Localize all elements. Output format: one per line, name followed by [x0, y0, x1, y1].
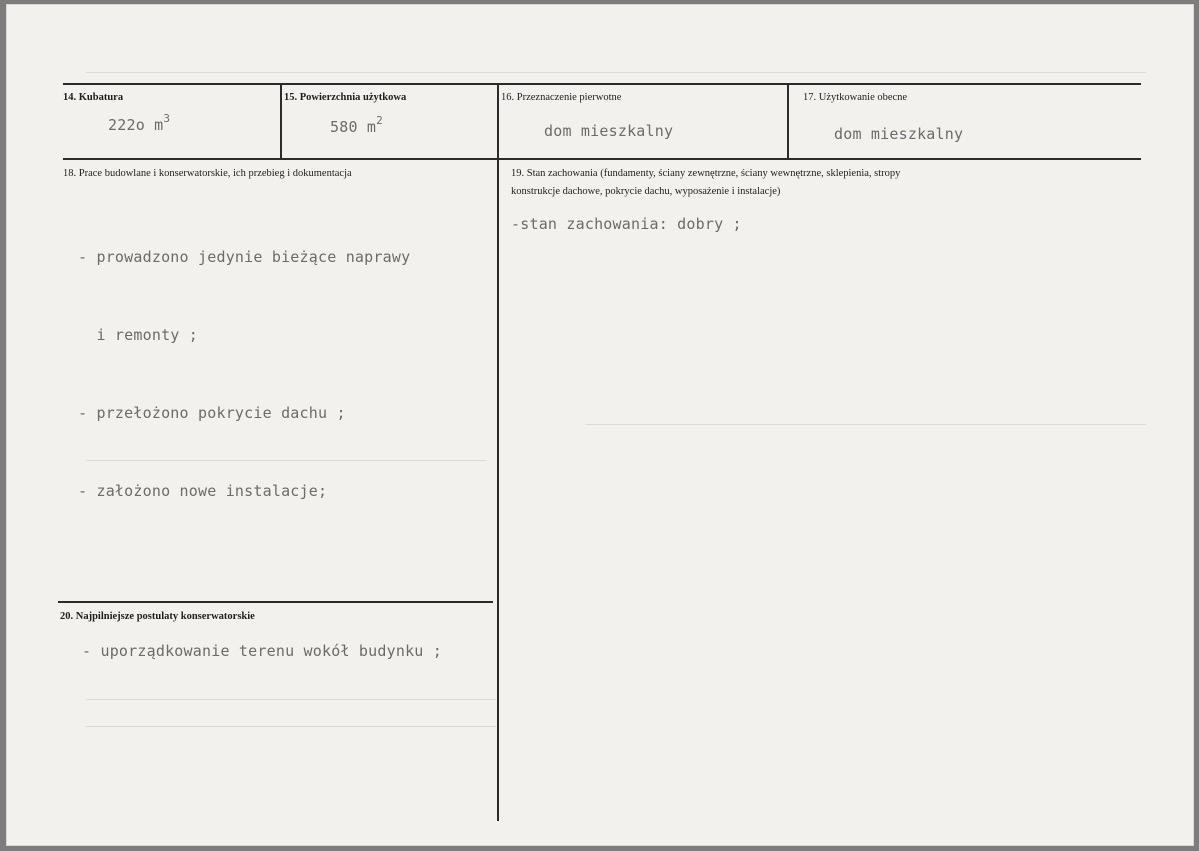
przeznaczenie-value: dom mieszkalny — [544, 122, 674, 140]
stan-zachowania-label-line2: konstrukcje dachowe, pokrycie dachu, wyposażenie i instalacje) — [511, 186, 781, 197]
powierzchnia-value: 580 $m^2$ — [330, 114, 383, 136]
main-vertical-divider — [497, 83, 499, 821]
prace-budowlane-text — [78, 192, 410, 556]
prace-line: - przełożono pokrycie dachu ; — [78, 404, 346, 422]
show-through-line — [86, 699, 496, 700]
uzytkowanie-label: 17. Użytkowanie obecne — [803, 92, 908, 103]
show-through-line — [586, 424, 1146, 425]
prace-budowlane-label: 18. Prace budowlane i konserwatorskie, ich przebieg i dokumentacja — [63, 168, 352, 179]
stan-zachowania-value: -stan zachowania: dobry ; — [511, 215, 742, 233]
divider-14-15 — [280, 83, 282, 158]
postulaty-label: 20. Najpilniejsze postulaty konserwatorskie — [60, 611, 255, 622]
show-through-line — [86, 72, 1146, 73]
divider-16-17 — [787, 83, 789, 158]
kubatura-label: 14. Kubatura — [63, 92, 124, 103]
section-20-rule — [58, 601, 493, 603]
powierzchnia-label: 15. Powierzchnia użytkowa — [284, 92, 407, 103]
stan-zachowania-label-line1: 19. Stan zachowania (fundamenty, ściany zewnętrzne, ściany wewnętrzne, sklepienia, stropy — [511, 168, 901, 179]
kubatura-value: 222o $m^3$ — [108, 112, 171, 134]
postulaty-value: - uporządkowanie terenu wokół budynku ; — [82, 642, 442, 660]
show-through-line — [86, 726, 496, 727]
record-card — [6, 4, 1194, 846]
row-rule — [63, 158, 1141, 160]
prace-line: - założono nowe instalacje; — [78, 482, 328, 500]
prace-line: i remonty ; — [78, 326, 198, 344]
przeznaczenie-label: 16. Przeznaczenie pierwotne — [501, 92, 622, 103]
uzytkowanie-value: dom mieszkalny — [834, 125, 964, 143]
prace-line: - prowadzono jedynie bieżące naprawy — [78, 248, 411, 266]
top-rule — [63, 83, 1141, 85]
